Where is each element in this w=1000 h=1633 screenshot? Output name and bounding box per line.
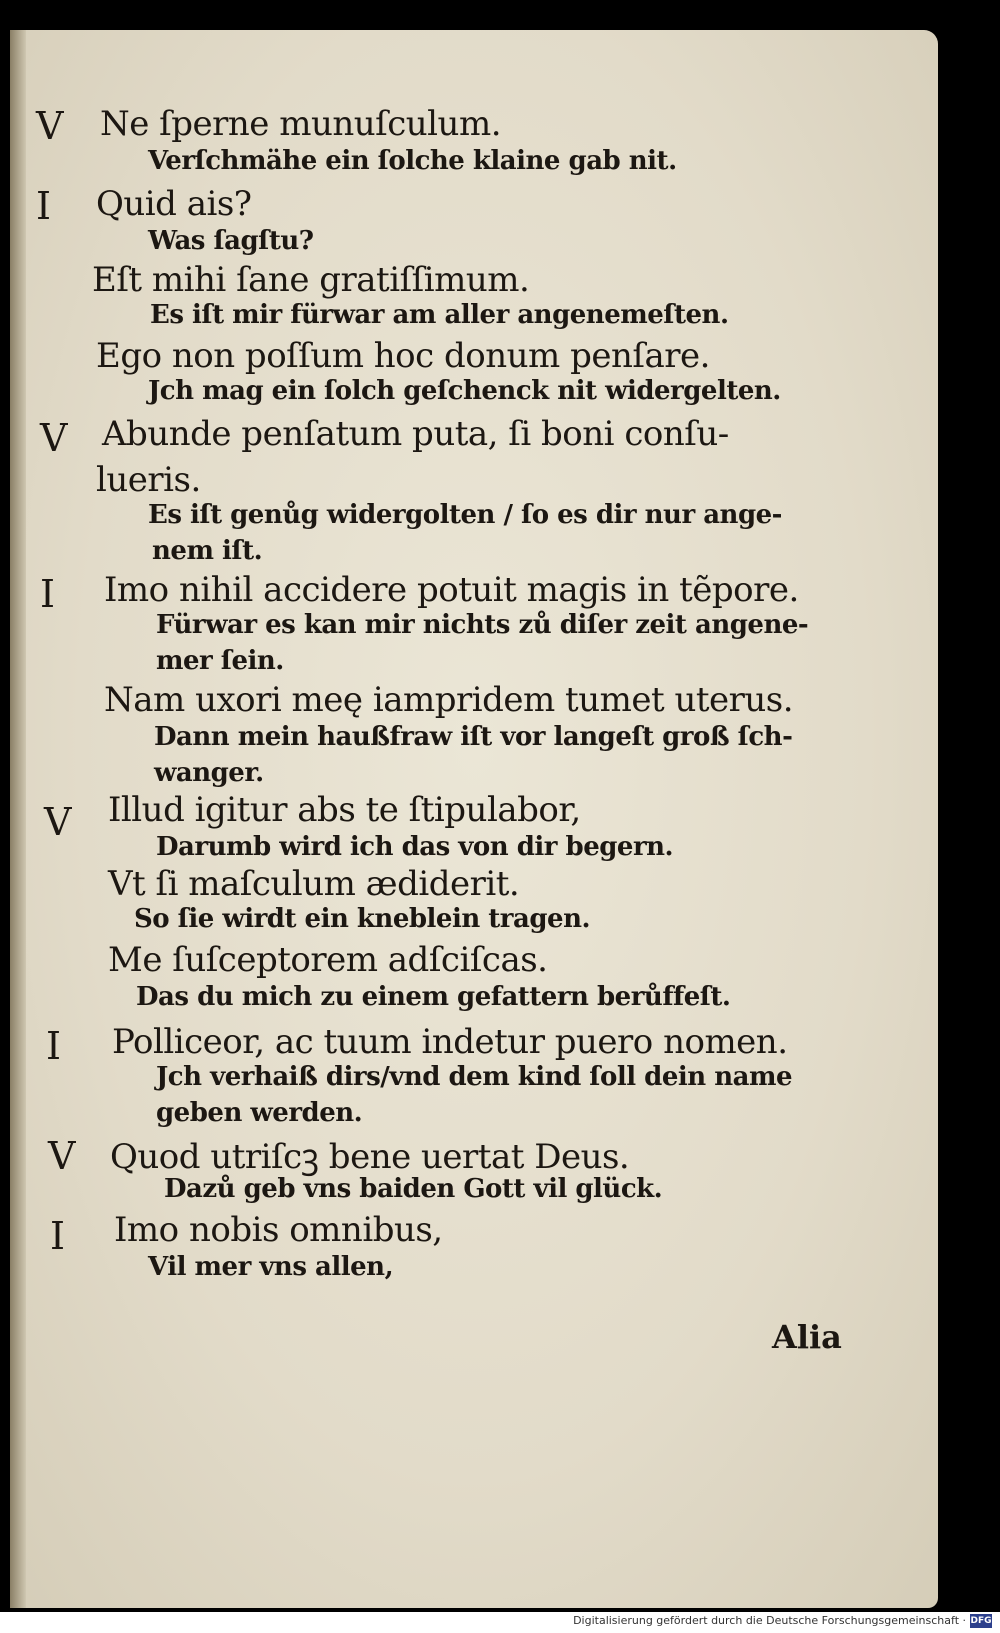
german-line: nem iſt.	[152, 536, 263, 566]
latin-line: Ego non poſſum hoc donum penſare.	[96, 336, 710, 376]
speaker-marker: I	[50, 1214, 66, 1258]
latin-line: Illud igitur abs te ſtipulabor,	[108, 790, 581, 830]
latin-line: Nam uxori meę iampridem tumet uterus.	[104, 680, 794, 720]
latin-line: Imo nobis omnibus,	[114, 1210, 443, 1250]
speaker-marker: V	[36, 104, 64, 148]
speaker-marker: V	[40, 416, 68, 460]
german-line: Verſchmähe ein ſolche klaine gab nit.	[148, 146, 677, 176]
page-gutter-shadow	[10, 30, 26, 1608]
latin-line: Ne ſperne munuſculum.	[100, 104, 502, 144]
latin-line: lueris.	[96, 460, 201, 500]
speaker-marker: V	[48, 1134, 76, 1178]
german-line: Das du mich zu einem gefattern berůffeſt.	[136, 982, 731, 1012]
german-line: Dann mein haußfraw iſt vor langeſt groß ſch-	[154, 722, 793, 752]
german-line: Fürwar es kan mir nichts zů diſer zeit angene-	[156, 610, 809, 640]
dfg-logo: DFG	[970, 1616, 992, 1626]
german-line: Darumb wird ich das von dir begern.	[156, 832, 674, 862]
latin-line: Me ſuſceptorem adſciſcas.	[108, 940, 548, 980]
german-line: Was ſagſtu?	[148, 226, 314, 256]
latin-line: Abunde penſatum puta, ſi boni conſu-	[102, 414, 729, 454]
speaker-marker: I	[36, 184, 52, 228]
latin-line: Eſt mihi ſane gratiſſimum.	[92, 260, 530, 300]
speaker-marker: I	[40, 572, 56, 616]
latin-line: Vt ſi maſculum ædiderit.	[108, 864, 520, 904]
latin-line: Quid ais?	[96, 184, 252, 224]
speaker-marker: V	[44, 800, 72, 844]
german-line: Es iſt genůg widergolten / ſo es dir nur ange-	[148, 500, 782, 530]
catchword: Alia	[772, 1318, 842, 1356]
latin-line: Quod utriſcꝫ bene uertat Deus.	[110, 1137, 630, 1177]
german-line: Jch mag ein ſolch geſchenck nit widergelten.	[148, 376, 781, 406]
german-line: wanger.	[154, 758, 264, 788]
german-line: geben werden.	[156, 1098, 363, 1128]
german-line: Jch verhaiß dirs/vnd dem kind ſoll dein name	[156, 1062, 792, 1092]
german-line: Es iſt mir fürwar am aller angenemeſten.	[150, 300, 729, 330]
footer-credit: Digitalisierung gefördert durch die Deutsche Forschungsgemeinschaft ·	[573, 1614, 966, 1627]
german-line: mer ſein.	[156, 646, 284, 676]
latin-line: Imo nihil accidere potuit magis in tẽpore.	[104, 570, 799, 610]
german-line: Dazů geb vns baiden Gott vil glück.	[164, 1174, 663, 1204]
speaker-marker: I	[46, 1024, 62, 1068]
german-line: So ſie wirdt ein kneblein tragen.	[134, 904, 591, 934]
digitization-footer	[0, 1612, 1000, 1633]
german-line: Vil mer vns allen,	[148, 1252, 394, 1282]
latin-line: Polliceor, ac tuum indetur puero nomen.	[112, 1022, 788, 1062]
